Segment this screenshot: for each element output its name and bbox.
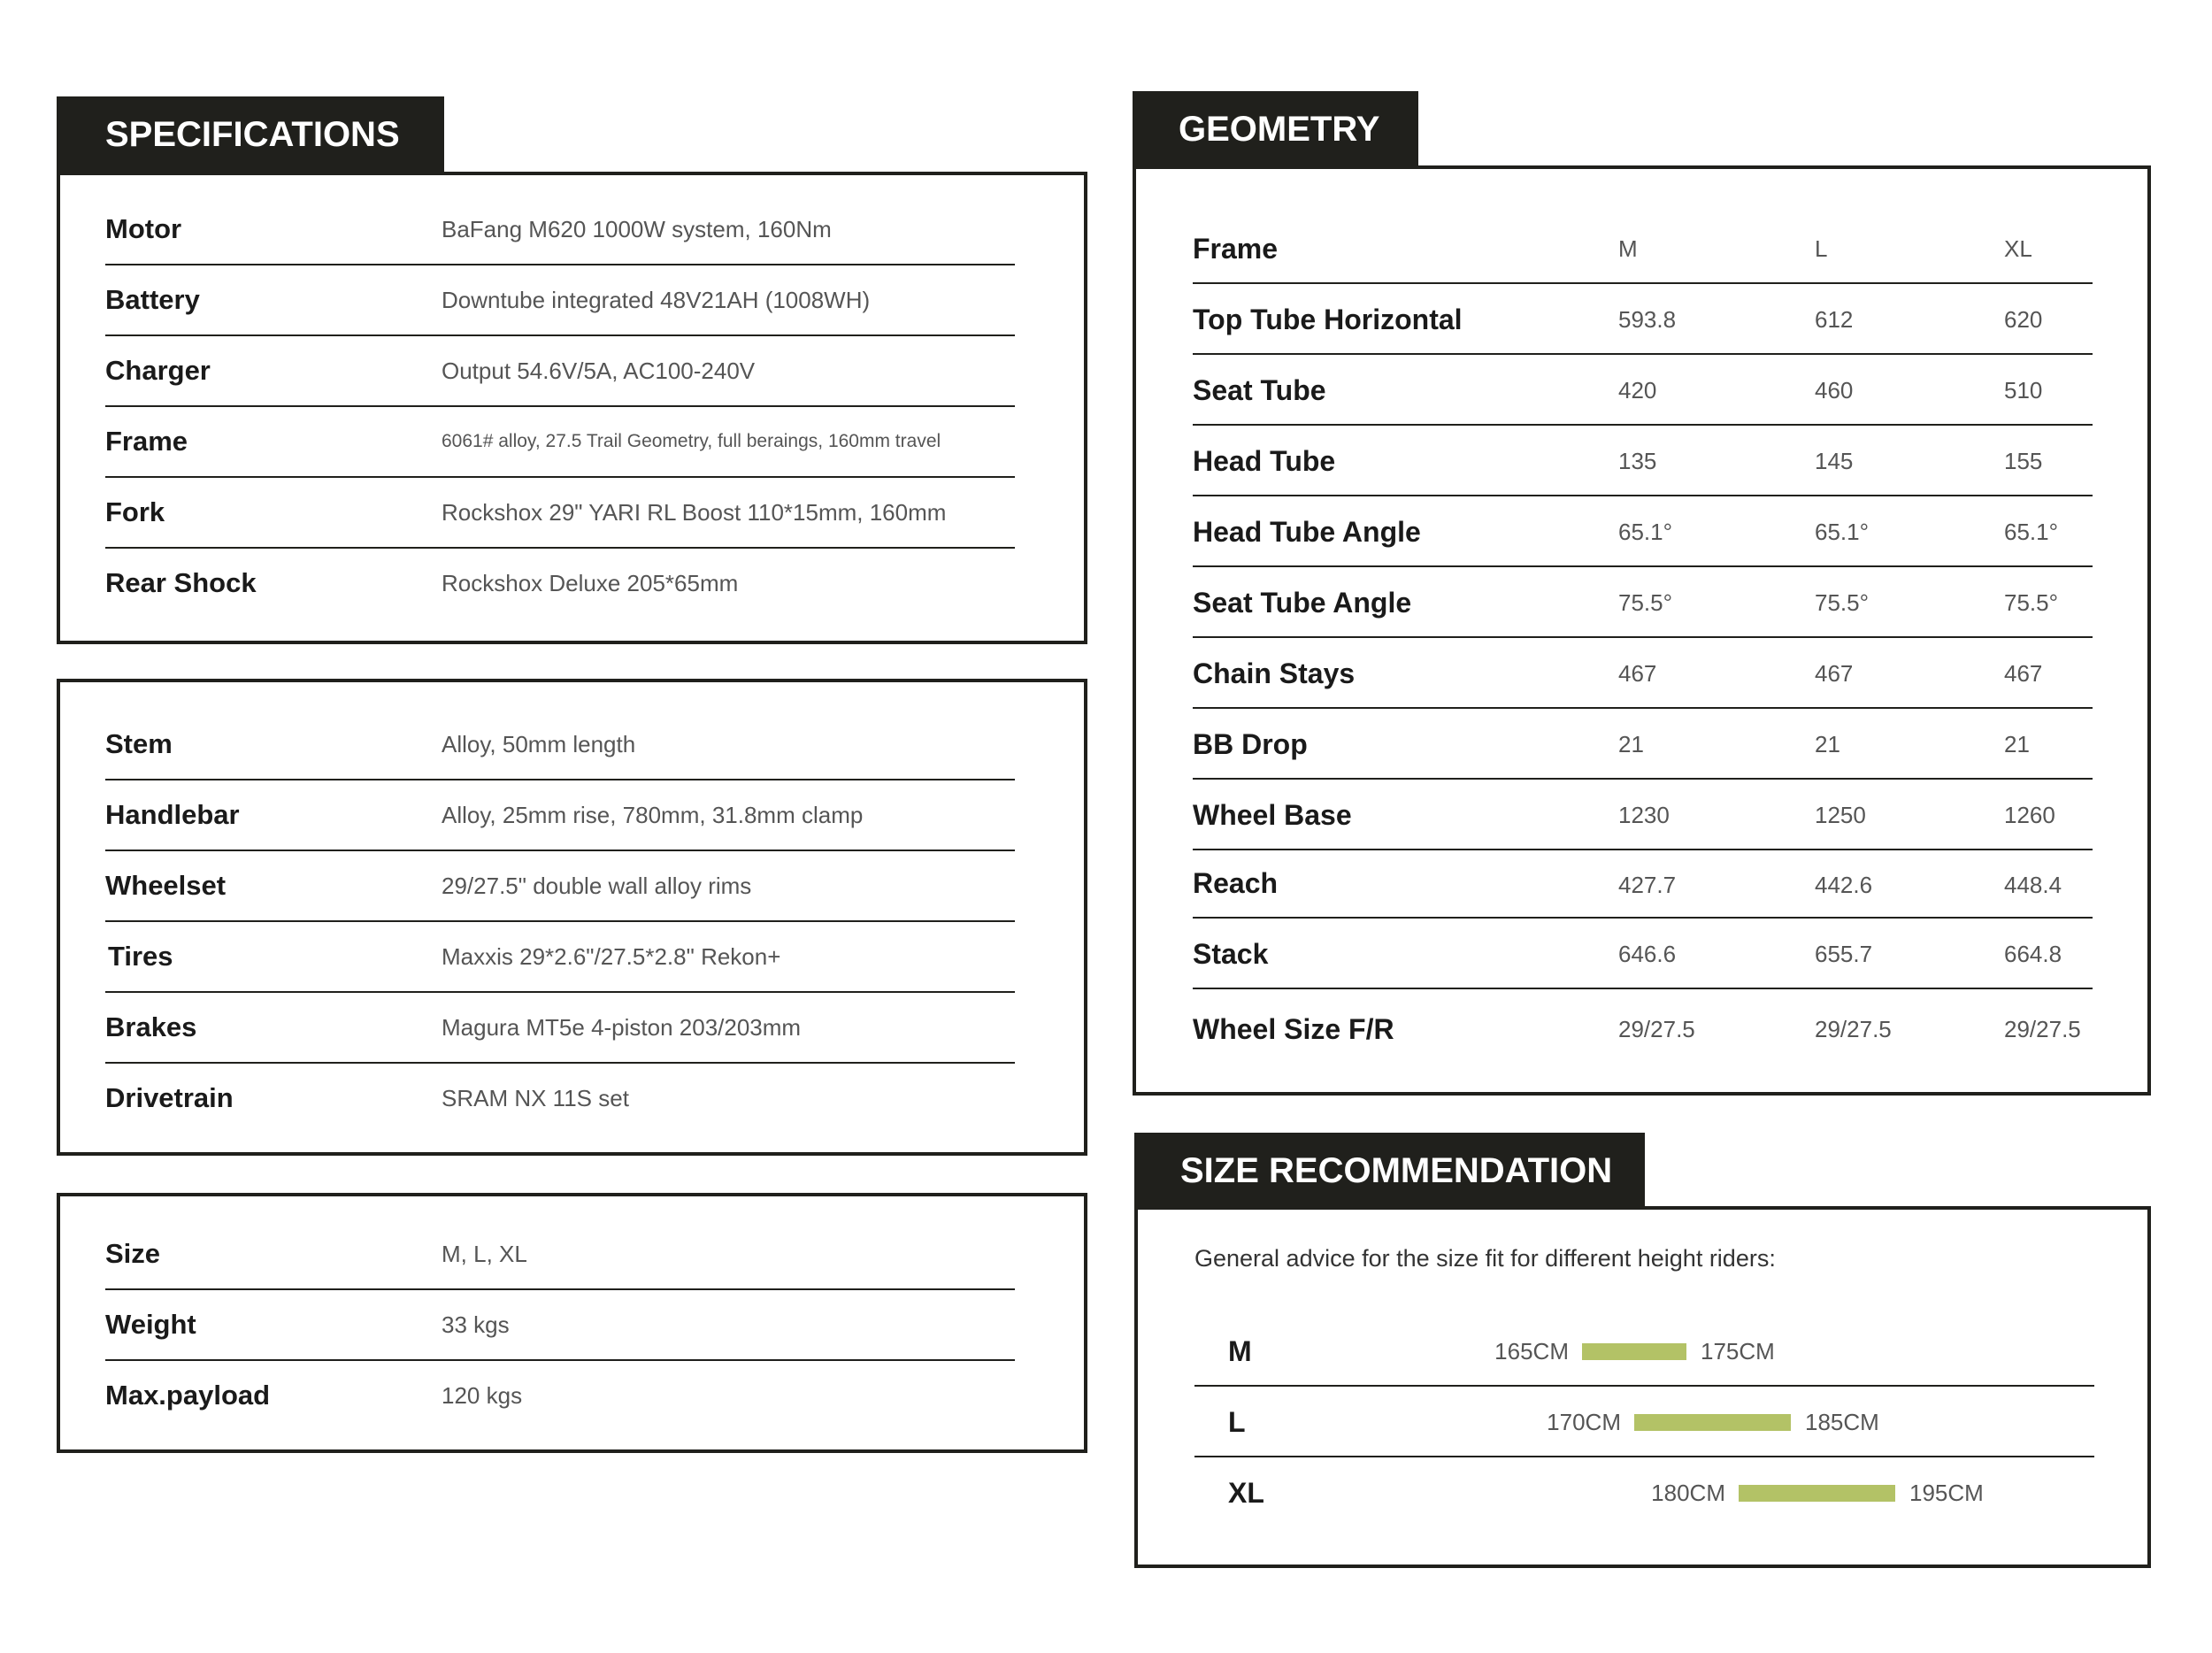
geometry-label: Head Tube Angle — [1193, 516, 1421, 548]
geometry-value-l: 75.5° — [1815, 589, 1870, 616]
spec-value: Output 54.6V/5A, AC100-240V — [442, 358, 756, 384]
geometry-value-xl: 155 — [2004, 448, 2043, 474]
geometry-value-m: 427.7 — [1618, 872, 1677, 898]
geometry-label: Seat Tube Angle — [1193, 587, 1412, 619]
spec-value: 33 kgs — [442, 1311, 510, 1338]
spec-label: Fork — [105, 496, 165, 527]
geometry-header-label: Frame — [1193, 233, 1279, 265]
spec-value: Alloy, 25mm rise, 780mm, 31.8mm clamp — [442, 802, 864, 828]
size-recommendation-heading: SIZE RECOMMENDATION — [1134, 1133, 1645, 1209]
specs-table-general — [57, 1193, 1087, 1453]
geometry-label: BB Drop — [1193, 728, 1308, 760]
spec-row-weight — [105, 1290, 1015, 1361]
geometry-row — [1193, 355, 2093, 426]
geometry-heading: GEOMETRY — [1133, 91, 1418, 167]
geometry-value-l: 460 — [1815, 377, 1854, 404]
geometry-header-row — [1193, 213, 2093, 284]
spec-row-max-payload — [105, 1361, 1015, 1432]
size-min-height: 180CM — [1651, 1480, 1725, 1506]
spec-value: Alloy, 50mm length — [442, 731, 636, 757]
spec-row-fork — [105, 478, 1015, 549]
geometry-value-m: 135 — [1618, 448, 1657, 474]
spec-label: Handlebar — [105, 799, 240, 830]
geometry-label: Chain Stays — [1193, 657, 1356, 689]
geometry-label: Wheel Size F/R — [1193, 1013, 1394, 1045]
spec-value: Rockshox Deluxe 205*65mm — [442, 570, 739, 596]
spec-row-size — [105, 1219, 1015, 1290]
size-row — [1194, 1387, 2094, 1457]
geometry-row — [1193, 638, 2093, 709]
spec-row-motor — [105, 195, 1015, 265]
geometry-value-l: 29/27.5 — [1815, 1016, 1892, 1042]
spec-label: Battery — [105, 284, 200, 315]
spec-label: Motor — [105, 213, 182, 244]
geometry-row — [1193, 496, 2093, 567]
spec-label: Charger — [105, 355, 211, 386]
specs-table-components — [57, 679, 1087, 1156]
geometry-value-m: 65.1° — [1618, 519, 1673, 545]
geometry-label: Top Tube Horizontal — [1193, 304, 1463, 335]
geometry-row — [1193, 284, 2093, 355]
geometry-label: Wheel Base — [1193, 799, 1352, 831]
geometry-value-l: 145 — [1815, 448, 1854, 474]
spec-value: 120 kgs — [442, 1382, 523, 1409]
spec-label: Drivetrain — [105, 1082, 234, 1113]
size-max-height: 195CM — [1909, 1480, 1984, 1506]
geometry-value-m: 1230 — [1618, 802, 1670, 828]
geometry-value-m: 646.6 — [1618, 941, 1677, 967]
spec-row-stem — [105, 710, 1015, 780]
spec-row-wheelset — [105, 851, 1015, 922]
geometry-value-m: 467 — [1618, 660, 1657, 687]
geometry-label: Stack — [1193, 938, 1269, 970]
spec-value: Magura MT5e 4-piston 203/203mm — [442, 1014, 802, 1041]
geometry-table — [1133, 165, 2151, 1096]
geometry-value-xl: 664.8 — [2004, 941, 2062, 967]
geometry-label: Head Tube — [1193, 445, 1336, 477]
geometry-value-l: 65.1° — [1815, 519, 1870, 545]
spec-row-frame — [105, 407, 1015, 478]
geometry-label: Seat Tube — [1193, 374, 1326, 406]
spec-label: Max.payload — [105, 1380, 271, 1411]
spec-label: Rear Shock — [105, 567, 257, 598]
geometry-value-m: 21 — [1618, 731, 1644, 757]
size-label: L — [1228, 1406, 1246, 1438]
size-row — [1194, 1457, 2094, 1528]
size-column-m: M — [1618, 235, 1638, 262]
spec-value: BaFang M620 1000W system, 160Nm — [442, 216, 832, 242]
spec-label: Size — [105, 1238, 161, 1269]
geometry-value-xl: 65.1° — [2004, 519, 2059, 545]
size-max-height: 185CM — [1805, 1409, 1879, 1435]
geometry-value-l: 21 — [1815, 731, 1840, 757]
geometry-value-xl: 21 — [2004, 731, 2030, 757]
spec-row-charger — [105, 336, 1015, 407]
geometry-value-l: 655.7 — [1815, 941, 1873, 967]
geometry-row — [1193, 567, 2093, 638]
specifications-heading: SPECIFICATIONS — [57, 96, 444, 173]
geometry-value-xl: 29/27.5 — [2004, 1016, 2081, 1042]
spec-label: Wheelset — [105, 870, 227, 901]
geometry-value-l: 1250 — [1815, 802, 1866, 828]
geometry-value-m: 420 — [1618, 377, 1657, 404]
size-label: XL — [1228, 1477, 1264, 1509]
spec-value: SRAM NX 11S set — [442, 1085, 629, 1111]
spec-row-handlebar — [105, 780, 1015, 851]
specs-table-power — [57, 172, 1087, 644]
height-range-bar — [1739, 1485, 1895, 1502]
spec-value: 6061# alloy, 27.5 Trail Geometry, full beraings, 160mm travel — [442, 431, 941, 451]
geometry-row — [1193, 780, 2093, 850]
geometry-value-l: 442.6 — [1815, 872, 1873, 898]
spec-value: Maxxis 29*2.6"/27.5*2.8" Rekon+ — [442, 943, 781, 970]
geometry-value-m: 75.5° — [1618, 589, 1673, 616]
geometry-value-m: 593.8 — [1618, 306, 1677, 333]
spec-label: Frame — [105, 426, 188, 457]
size-min-height: 165CM — [1494, 1338, 1569, 1365]
geometry-row — [1193, 989, 2093, 1069]
spec-value: M, L, XL — [442, 1241, 527, 1267]
spec-value: 29/27.5" double wall alloy rims — [442, 873, 752, 899]
spec-value: Downtube integrated 48V21AH (1008WH) — [442, 287, 871, 313]
geometry-value-xl: 448.4 — [2004, 872, 2062, 898]
spec-value: Rockshox 29" YARI RL Boost 110*15mm, 160mm — [442, 499, 947, 526]
size-recommendation-panel — [1134, 1206, 2151, 1568]
geometry-label: Reach — [1193, 867, 1279, 899]
spec-row-drivetrain — [105, 1064, 1015, 1134]
spec-label: Stem — [105, 728, 173, 759]
size-min-height: 170CM — [1547, 1409, 1621, 1435]
spec-label: Tires — [108, 941, 173, 972]
spec-row-brakes — [105, 993, 1015, 1064]
geometry-value-m: 29/27.5 — [1618, 1016, 1695, 1042]
geometry-value-xl: 467 — [2004, 660, 2043, 687]
spec-row-battery — [105, 265, 1015, 336]
geometry-value-xl: 620 — [2004, 306, 2043, 333]
spec-label: Brakes — [105, 1011, 197, 1042]
geometry-value-xl: 510 — [2004, 377, 2043, 404]
geometry-value-xl: 1260 — [2004, 802, 2055, 828]
geometry-row — [1193, 709, 2093, 780]
geometry-row — [1193, 426, 2093, 496]
geometry-row — [1193, 850, 2093, 919]
spec-label: Weight — [105, 1309, 196, 1340]
size-intro-text: General advice for the size fit for different height riders: — [1194, 1245, 1776, 1272]
size-column-xl: XL — [2004, 235, 2032, 262]
geometry-value-l: 467 — [1815, 660, 1854, 687]
spec-row-rear-shock — [105, 549, 1015, 619]
spec-row-tires — [105, 922, 1015, 993]
size-row — [1194, 1316, 2094, 1387]
size-max-height: 175CM — [1701, 1338, 1775, 1365]
height-range-bar — [1634, 1414, 1791, 1431]
height-range-bar — [1582, 1343, 1686, 1360]
size-label: M — [1228, 1335, 1252, 1367]
geometry-value-xl: 75.5° — [2004, 589, 2059, 616]
geometry-row — [1193, 919, 2093, 989]
size-column-l: L — [1815, 235, 1828, 262]
geometry-value-l: 612 — [1815, 306, 1854, 333]
